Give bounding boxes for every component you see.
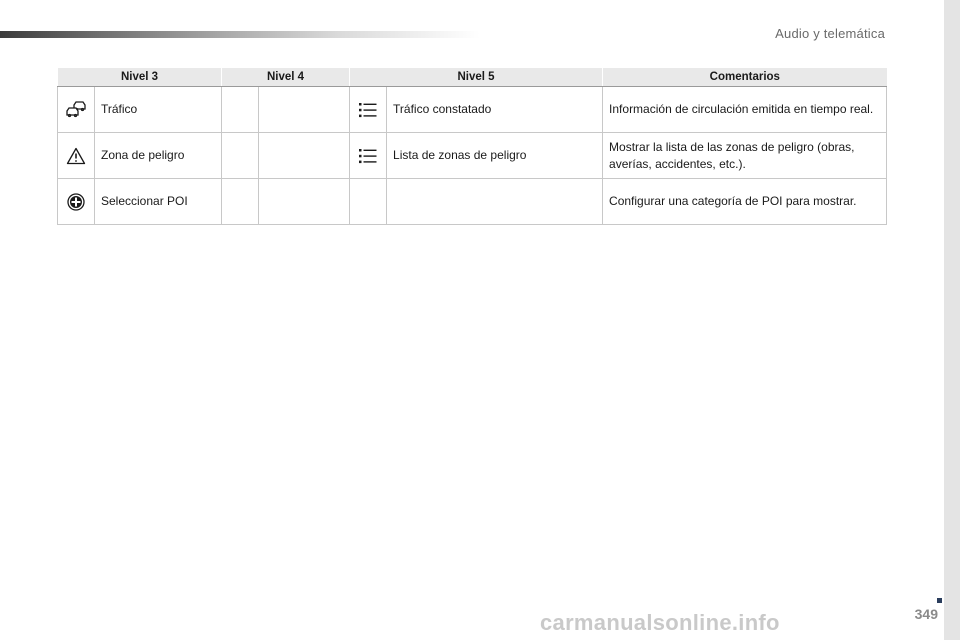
level4-icon-cell bbox=[222, 87, 259, 133]
column-header-level4: Nivel 4 bbox=[222, 68, 350, 87]
level5-label: Lista de zonas de peligro bbox=[387, 133, 603, 179]
table-row bbox=[58, 133, 887, 179]
column-header-level5: Nivel 5 bbox=[350, 68, 603, 87]
column-header-comments: Comentarios bbox=[603, 68, 887, 87]
page-number: 349 bbox=[914, 606, 938, 622]
level4-label bbox=[259, 179, 350, 225]
level3-label: Tráfico bbox=[95, 87, 222, 133]
level4-label bbox=[259, 87, 350, 133]
table-row bbox=[58, 87, 887, 133]
level4-icon-cell bbox=[222, 133, 259, 179]
column-header-level3: Nivel 3 bbox=[58, 68, 222, 87]
level3-label: Seleccionar POI bbox=[95, 179, 222, 225]
comment-cell: Información de circulación emitida en tiempo real. bbox=[603, 87, 887, 133]
section-title: Audio y telemática bbox=[775, 26, 885, 41]
traffic-icon bbox=[58, 87, 95, 133]
watermark: carmanualsonline.info bbox=[540, 610, 780, 635]
list-icon bbox=[350, 133, 387, 179]
level5-icon-cell bbox=[350, 179, 387, 225]
level5-label bbox=[387, 179, 603, 225]
level3-label: Zona de peligro bbox=[95, 133, 222, 179]
warning-triangle-icon bbox=[58, 133, 95, 179]
table-header-row bbox=[58, 68, 887, 87]
level5-label: Tráfico constatado bbox=[387, 87, 603, 133]
page-marker bbox=[937, 598, 942, 603]
menu-table bbox=[57, 68, 887, 225]
plus-circle-icon bbox=[58, 179, 95, 225]
header-decorative-bar bbox=[0, 31, 480, 38]
comment-cell: Mostrar la lista de las zonas de peligro (obras, averías, accidentes, etc.). bbox=[603, 133, 887, 179]
list-icon bbox=[350, 87, 387, 133]
level4-label bbox=[259, 133, 350, 179]
comment-cell: Configurar una categoría de POI para mostrar. bbox=[603, 179, 887, 225]
level4-icon-cell bbox=[222, 179, 259, 225]
table-row bbox=[58, 179, 887, 225]
page-edge-strip bbox=[944, 0, 960, 640]
